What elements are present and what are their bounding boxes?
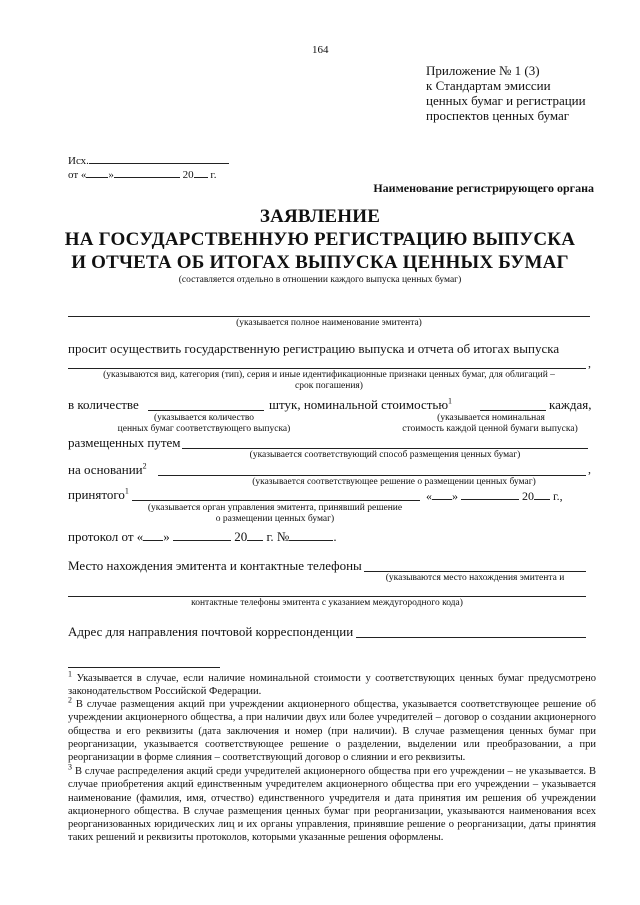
title-line-1: ЗАЯВЛЕНИЕ — [259, 206, 381, 227]
nominal-hint: (указывается номинальная — [437, 413, 545, 423]
phones-hint: контактные телефоны эмитента с указанием междугородного кода) — [191, 598, 463, 608]
outgoing-date-close: » — [108, 169, 114, 181]
outgoing-day-field[interactable] — [86, 166, 108, 178]
outgoing-year: 20 — [182, 169, 194, 181]
title-subtitle: (составляется отдельно в отношении каждого выпуска ценных бумаг) — [178, 275, 462, 285]
securities-field[interactable] — [68, 368, 586, 369]
footnote-ref-2: 2 — [142, 461, 147, 471]
outgoing-year-suffix: г. — [210, 169, 217, 181]
basis-label — [68, 462, 147, 478]
adopted-year-field[interactable] — [534, 488, 550, 500]
issuer-name-hint: (указывается полное наименование эмитента) — [236, 318, 422, 328]
protocol-number-label: г. № — [266, 529, 290, 544]
placed-label: размещенных путем — [68, 435, 181, 450]
quantity-hint: ценных бумаг соответствующего выпуска) — [117, 424, 291, 434]
protocol-day-field[interactable] — [143, 529, 163, 541]
location-label: Место нахождения эмитента и контактные телефоны — [68, 558, 362, 573]
appendix-line: к Стандартам эмиссии — [426, 78, 551, 93]
appendix-line: проспектов ценных бумаг — [426, 108, 570, 123]
quantity-field[interactable] — [148, 410, 264, 411]
appendix-line: ценных бумаг и регистрации — [426, 93, 586, 108]
footnote-3 — [68, 762, 596, 845]
footnote-3-mark: 3 — [68, 762, 72, 772]
adopting-organ-hint: о размещении ценных бумаг) — [215, 514, 335, 524]
adopted-year-suffix: г., — [553, 489, 563, 503]
basis-text: на основании — [68, 462, 143, 477]
footnote-3-text: В случае распределения акций среди учредителей акционерного общества при его учреждении – не указывается. В случае приобретения акций единственным учредителем акционерного общества при его учреждении – указывается наименование (фамилия, имя, отчество) единственного учредителя и дата принятия им решения об учреждении акционерного общества. В случае размещения ценных бумаг при реорганизации, указываются наименования всех реорганизованных юридических лиц и их органы управления, принявшие решение о реорганизации, даты принятия таких решений и реквизиты протоколов, которыми указанные решения оформлены. — [68, 766, 596, 844]
footnote-1 — [68, 669, 597, 699]
phones-field[interactable] — [68, 596, 586, 597]
protocol-month-field[interactable] — [173, 529, 231, 541]
adopted-day-field[interactable] — [432, 488, 452, 500]
adopted-date-open: « — [426, 489, 432, 503]
footnote-ref-3: 1 — [124, 486, 129, 496]
footnote-2 — [68, 695, 596, 764]
protocol-number-field[interactable] — [289, 529, 333, 541]
adopted-date — [426, 488, 563, 504]
protocol-year: 20 — [234, 529, 248, 544]
outgoing-year-field[interactable] — [194, 166, 208, 178]
protocol-line — [68, 529, 337, 545]
basis-comma: , — [588, 462, 591, 476]
quantity-hint: (указывается количество — [153, 413, 255, 423]
page-number: 164 — [312, 44, 329, 56]
footnote-1-mark: 1 — [68, 669, 72, 679]
outgoing-date-open: от « — [68, 169, 87, 181]
adopted-month-field[interactable] — [461, 488, 519, 500]
request-text: просит осуществить государственную регистрацию выпуска и отчета об итогах выпуска — [68, 341, 560, 356]
mail-address-label: Адрес для направления почтовой корреспонденции — [68, 624, 354, 639]
footnote-2-text: В случае размещения акций при учреждении акционерного общества, указывается соответствующее решение об учреждении акционерного общества, а при наличии двух или более учредителей – договор о создании акционерного общества и его реквизиты (дата заключения и номер (при наличии). В случае размещения ценных бумаг при реорганизации, указывается соответствующее решение о разделении, выделении или преобразовании, а при реорганизации в форме слияния – соответствующий договор о слиянии и его реквизиты. — [68, 699, 596, 764]
adopting-organ-field[interactable] — [132, 500, 420, 501]
footnote-1-text: Указывается в случае, если наличие номинальной стоимости у соответствующих ценных бумаг предусмотрено законодательством Российской Федерации. — [68, 673, 597, 698]
adopted-year: 20 — [522, 489, 534, 503]
location-hint: (указываются место нахождения эмитента и — [385, 573, 565, 583]
outgoing-date — [68, 166, 216, 181]
securities-hint: (указываются вид, категория (тип), серия и иные идентификационные признаки ценных бумаг, для облигаций – — [103, 370, 555, 380]
footnote-2-mark: 2 — [68, 695, 72, 705]
mail-address-field[interactable] — [356, 637, 586, 638]
title-line-2: НА ГОСУДАРСТВЕННУЮ РЕГИСТРАЦИЮ ВЫПУСКА — [64, 229, 576, 250]
quantity-label: в количестве — [68, 397, 139, 412]
outgoing-ref — [68, 152, 229, 167]
outgoing-month-field[interactable] — [114, 166, 180, 178]
footnote-separator — [68, 667, 220, 668]
protocol-year-field[interactable] — [247, 529, 263, 541]
placement-method-hint: (указывается соответствующий способ размещения ценных бумаг) — [249, 450, 521, 460]
placement-method-field[interactable] — [182, 448, 588, 449]
issuer-name-field[interactable] — [68, 316, 590, 317]
location-field[interactable] — [364, 571, 586, 572]
pieces-text: штук, номинальной стоимостью — [269, 397, 449, 412]
adopted-text: принятого — [68, 487, 125, 502]
securities-comma: , — [588, 356, 591, 370]
protocol-date-close: » — [163, 529, 170, 544]
adopting-organ-hint: (указывается орган управления эмитента, принявший решение — [147, 503, 403, 513]
pieces-label — [269, 397, 452, 413]
adopted-date-close: » — [452, 489, 458, 503]
protocol-end: . — [333, 529, 337, 544]
outgoing-ref-label: Исх. — [68, 155, 89, 167]
registering-authority: Наименование регистрирующего органа — [373, 181, 594, 195]
nominal-hint: стоимость каждой ценной бумаги выпуска) — [402, 424, 578, 434]
nominal-field[interactable] — [480, 410, 546, 411]
footnote-ref-1: 1 — [448, 396, 453, 406]
basis-hint: (указывается соответствующее решение о размещении ценных бумаг) — [252, 477, 536, 487]
title-line-3: И ОТЧЕТА ОБ ИТОГАХ ВЫПУСКА ЦЕННЫХ БУМАГ — [71, 252, 569, 273]
securities-hint: срок погашения) — [295, 381, 363, 391]
adopted-label — [68, 487, 129, 503]
appendix-line: Приложение № 1 (3) — [426, 63, 540, 78]
each-label: каждая, — [549, 397, 592, 412]
basis-field[interactable] — [158, 475, 586, 476]
protocol-label: протокол от « — [68, 529, 144, 544]
outgoing-ref-field[interactable] — [89, 152, 229, 164]
